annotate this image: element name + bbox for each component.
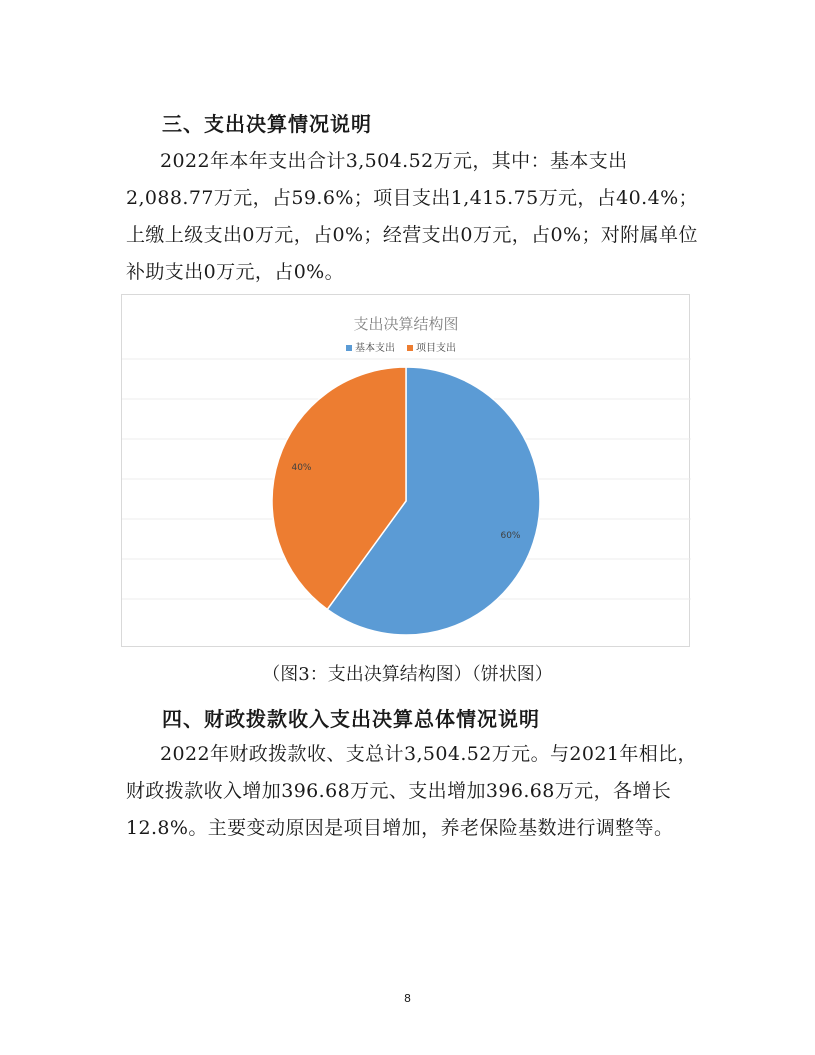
figure-caption: （图3：支出决算结构图）（饼状图） [262, 664, 553, 685]
pie-data-label-1: 40% [291, 463, 312, 474]
chart-title: 支出决算结构图 [353, 315, 459, 333]
section3-heading: 三、支出决算情况说明 [162, 112, 372, 136]
pie-data-label-0: 60% [500, 530, 521, 541]
section4-paragraph-text: 2022年财政拨款收、支总计3,504.52万元。与2021年相比，财政拨款收入增加396.68万元、支出增加396.68万元，各增长12.8%。主要变动原因是项目增加，养老保险基数进行调整等。 [126, 743, 697, 839]
section3-paragraph-text: 2022年本年支出合计3,504.52万元，其中：基本支出2,088.77万元，占59.6%；项目支出1,415.75万元，占40.4%；上缴上级支出0万元，占0%；经营支出0万元，占0%；对附属单位补助支出0万元，占0%。 [126, 150, 698, 283]
pie-slices [272, 367, 540, 635]
legend-label-1: 项目支出 [416, 343, 456, 354]
page-number: 8 [404, 992, 411, 1005]
legend-swatch-0 [346, 345, 352, 351]
pie-chart-svg [122, 295, 691, 648]
legend-swatch-1 [407, 345, 413, 351]
section4-paragraph [126, 736, 706, 847]
section3-paragraph [126, 143, 706, 291]
chart-legend [346, 341, 456, 354]
pie-chart [121, 294, 690, 647]
legend-label-0: 基本支出 [355, 343, 395, 354]
section4-heading: 四、财政拨款收入支出决算总体情况说明 [162, 707, 540, 731]
